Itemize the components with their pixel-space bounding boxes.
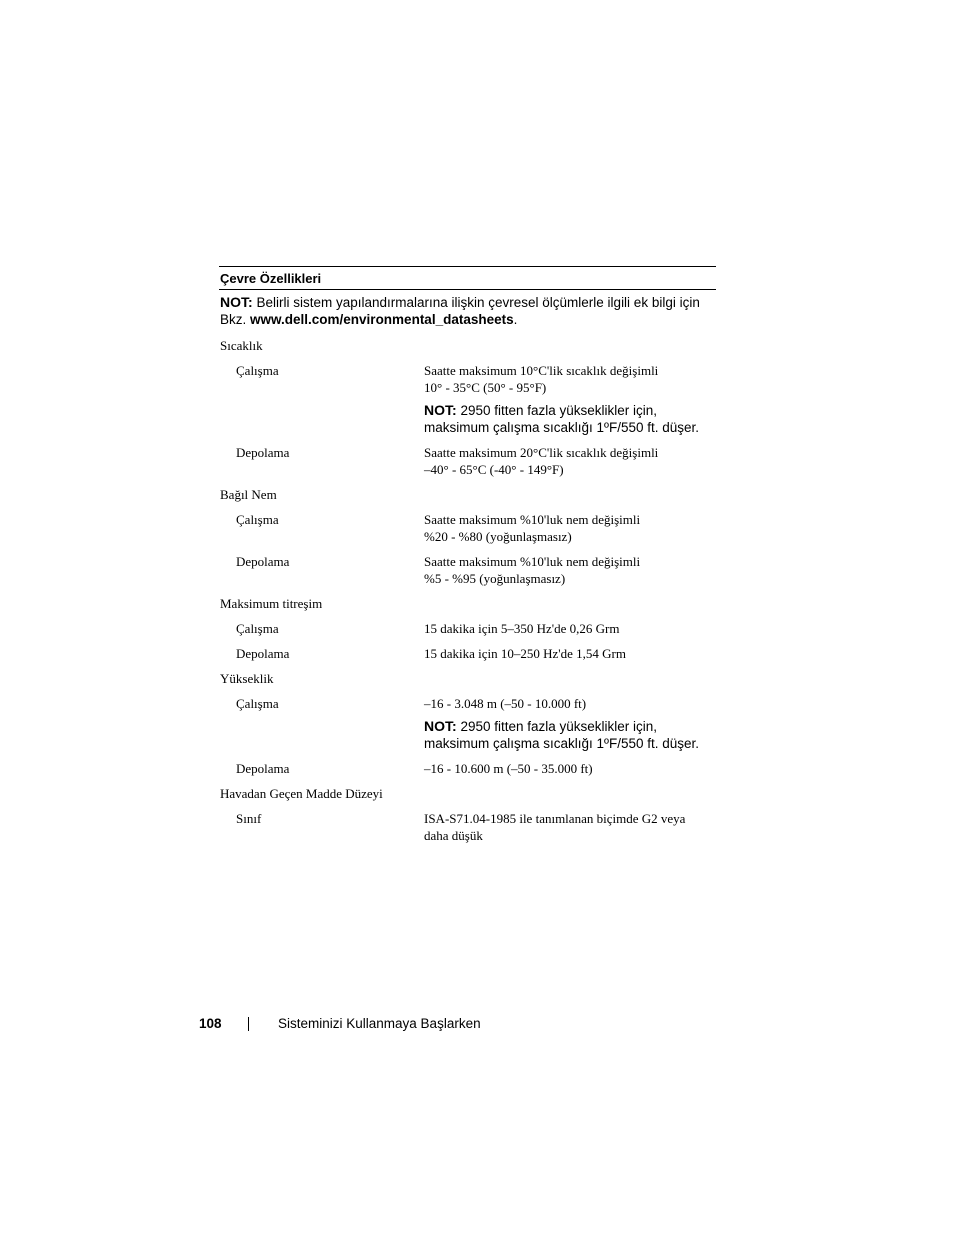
environmental-spec-table	[219, 266, 716, 844]
row-value	[424, 362, 716, 436]
altitude-note	[424, 718, 716, 752]
value-line: 10° - 35°C (50° - 95°F)	[424, 380, 547, 395]
airborne-class-row	[219, 810, 716, 844]
altitude-storage-row	[219, 760, 716, 777]
row-label: Depolama	[236, 445, 290, 460]
value-line: –16 - 3.048 m (–50 - 10.000 ft)	[424, 696, 587, 711]
note-label: NOT:	[424, 402, 457, 418]
section-title: Maksimum titreşim	[220, 596, 323, 611]
value-line: daha düşük	[424, 828, 483, 843]
section-title: Sıcaklık	[220, 338, 263, 353]
section-title: Yükseklik	[220, 671, 274, 686]
vibration-operating-row	[219, 620, 716, 637]
note-text: 2950 fitten fazla yükseklikler için, maksimum çalışma sıcaklığı 1ºF/550 ft. düşer.	[424, 719, 700, 751]
value-line: Saatte maksimum %10'luk nem değişimli	[424, 512, 641, 527]
section-title: Bağıl Nem	[220, 487, 277, 502]
top-note-period: .	[513, 312, 518, 327]
row-value	[424, 511, 716, 545]
value-line: Saatte maksimum 10°C'lik sıcaklık değişimli	[424, 363, 659, 378]
section-temperature-title	[219, 337, 716, 354]
value-line: Saatte maksimum %10'luk nem değişimli	[424, 554, 641, 569]
altitude-operating-row	[219, 695, 716, 752]
section-vibration-title	[219, 595, 716, 612]
row-value: 15 dakika için 10–250 Hz'de 1,54 Grm	[424, 646, 626, 661]
row-value	[424, 810, 716, 844]
row-label: Depolama	[236, 554, 290, 569]
humidity-operating-row	[219, 511, 716, 545]
section-airborne-title	[219, 785, 716, 802]
temperature-storage-row	[219, 444, 716, 478]
row-label: Depolama	[236, 761, 290, 776]
row-value	[424, 444, 716, 478]
value-line: %20 - %80 (yoğunlaşmasız)	[424, 529, 572, 544]
footer-title: Sisteminizi Kullanmaya Başlarken	[278, 1016, 481, 1031]
top-note-text: Belirli sistem yapılandırmalarına ilişkin çevresel ölçümlerle ilgili ek bilgi için Bkz.	[220, 295, 700, 327]
footer-separator	[248, 1017, 249, 1031]
top-note-label: NOT:	[220, 294, 253, 310]
value-line: ISA-S71.04-1985 ile tanımlanan biçimde G2 veya	[424, 811, 686, 826]
note-label: NOT:	[424, 718, 457, 734]
page-number: 108	[199, 1016, 222, 1031]
value-line: –40° - 65°C (-40° - 149°F)	[424, 462, 564, 477]
row-label: Çalışma	[236, 363, 279, 378]
row-label: Çalışma	[236, 696, 279, 711]
row-value: 15 dakika için 5–350 Hz'de 0,26 Grm	[424, 621, 620, 636]
row-label: Depolama	[236, 646, 290, 661]
table-header: Çevre Özellikleri	[219, 266, 716, 290]
section-title: Havadan Geçen Madde Düzeyi	[220, 786, 383, 801]
row-value	[424, 553, 716, 587]
section-humidity-title	[219, 486, 716, 503]
vibration-storage-row	[219, 645, 716, 662]
row-value	[424, 695, 716, 752]
humidity-storage-row	[219, 553, 716, 587]
datasheet-link[interactable]: www.dell.com/environmental_datasheets	[250, 312, 514, 327]
temperature-operating-row	[219, 362, 716, 436]
value-line: %5 - %95 (yoğunlaşmasız)	[424, 571, 566, 586]
row-label: Çalışma	[236, 512, 279, 527]
section-altitude-title	[219, 670, 716, 687]
row-label: Çalışma	[236, 621, 279, 636]
temperature-note	[424, 402, 716, 436]
row-value: –16 - 10.600 m (–50 - 35.000 ft)	[424, 761, 593, 776]
row-label: Sınıf	[236, 811, 262, 826]
note-text: 2950 fitten fazla yükseklikler için, maksimum çalışma sıcaklığı 1ºF/550 ft. düşer.	[424, 403, 700, 435]
value-line: Saatte maksimum 20°C'lik sıcaklık değişimli	[424, 445, 659, 460]
top-note	[219, 294, 716, 328]
